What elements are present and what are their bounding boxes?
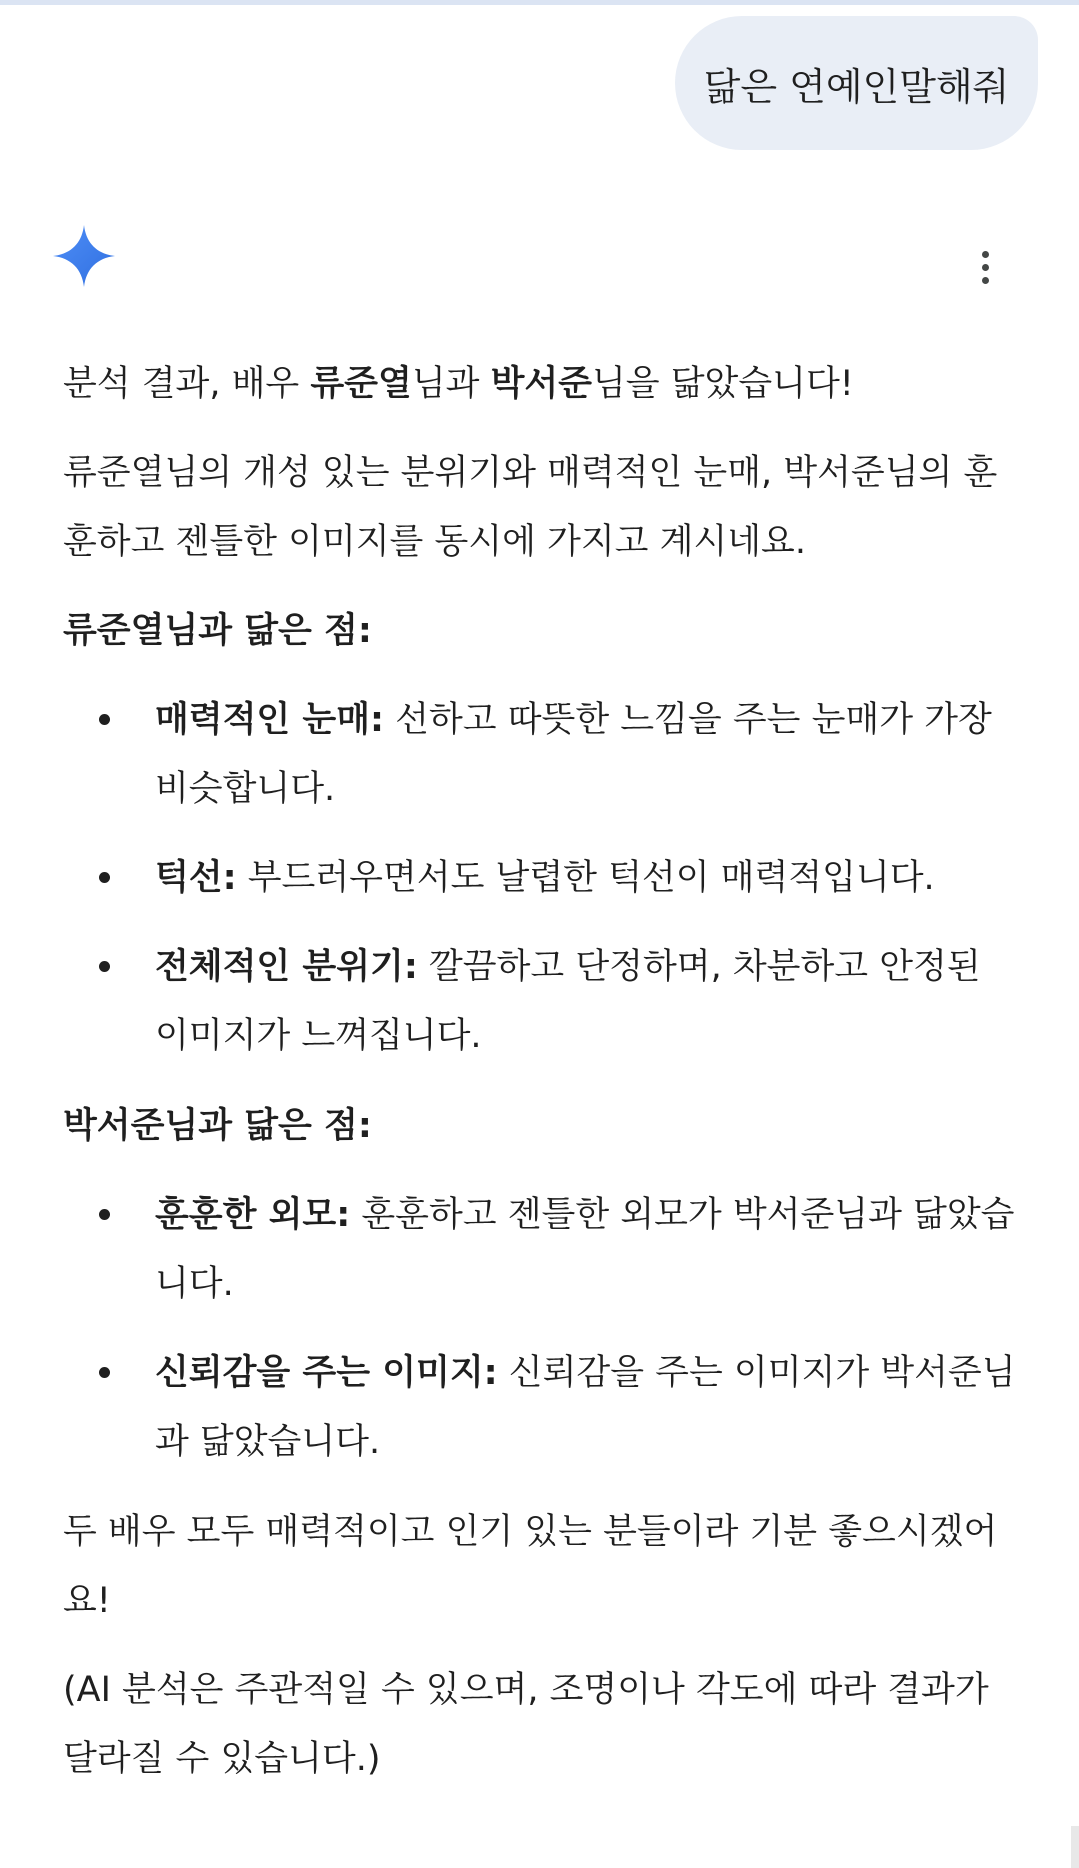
list-item-text: 부드러우면서도 날렵한 턱선이 매력적입니다.: [236, 858, 935, 898]
bullet-dot: [99, 714, 110, 725]
user-message-text: 닮은 연예인말해줘: [703, 64, 1010, 109]
top-strip: [0, 0, 1079, 5]
more-vert-icon[interactable]: [968, 246, 1002, 288]
menu-dot: [982, 277, 989, 284]
menu-dot: [982, 251, 989, 258]
scrollbar[interactable]: [1071, 1826, 1079, 1868]
list-item-label: 신뢰감을 주는 이미지:: [155, 1353, 498, 1393]
list-item: [63, 1339, 1023, 1477]
menu-dot: [982, 264, 989, 271]
list-item: [63, 933, 1023, 1071]
bullet-list: [63, 1181, 1023, 1477]
gemini-spark-icon: [53, 225, 115, 287]
list-item-label: 전체적인 분위기:: [155, 947, 418, 987]
intro-text: 분석 결과, 배우: [63, 364, 311, 404]
list-item: [63, 1181, 1023, 1319]
assistant-response: [63, 350, 1023, 1794]
response-disclaimer: (AI 분석은 주관적일 수 있으며, 조명이나 각도에 따라 결과가 달라질 수 있습니다.): [63, 1670, 989, 1779]
user-message-bubble: [675, 16, 1038, 150]
list-item-text: 깔끔하고 단정하며, 차분하고 안정된 이미지가 느껴집니다.: [155, 947, 981, 1056]
response-intro: [63, 350, 1023, 419]
list-item-text: 신뢰감을 주는 이미지가 박서준님과 닮았습니다.: [155, 1353, 1016, 1462]
list-item-text: 선하고 따뜻한 느낌을 주는 눈매가 가장 비슷합니다.: [155, 700, 992, 809]
list-item: [63, 844, 1023, 913]
response-closing: 두 배우 모두 매력적이고 인기 있는 분들이라 기분 좋으시겠어요!: [63, 1512, 998, 1621]
list-item-label: 훈훈한 외모:: [155, 1195, 351, 1235]
bullet-dot: [99, 872, 110, 883]
list-item-text: 훈훈하고 젠틀한 외모가 박서준님과 닮았습니다.: [155, 1195, 1015, 1304]
bullet-dot: [99, 1367, 110, 1378]
section-title: 류준열님과 닮은 점:: [63, 611, 372, 651]
list-item: [63, 686, 1023, 824]
intro-text: 님과: [411, 364, 491, 404]
list-item-label: 매력적인 눈매:: [155, 700, 385, 740]
actor-name-1: 류준열: [310, 364, 412, 404]
bullet-dot: [99, 961, 110, 972]
actor-name-2: 박서준: [490, 364, 592, 404]
response-description: 류준열님의 개성 있는 분위기와 매력적인 눈매, 박서준님의 훈훈하고 젠틀한 이미지를 동시에 가지고 계시네요.: [63, 453, 998, 562]
intro-text: 님을 닮았습니다!: [592, 364, 854, 404]
section-title: 박서준님과 닮은 점:: [63, 1106, 372, 1146]
bullet-list: [63, 686, 1023, 1071]
list-item-label: 턱선:: [155, 858, 237, 898]
bullet-dot: [99, 1209, 110, 1220]
